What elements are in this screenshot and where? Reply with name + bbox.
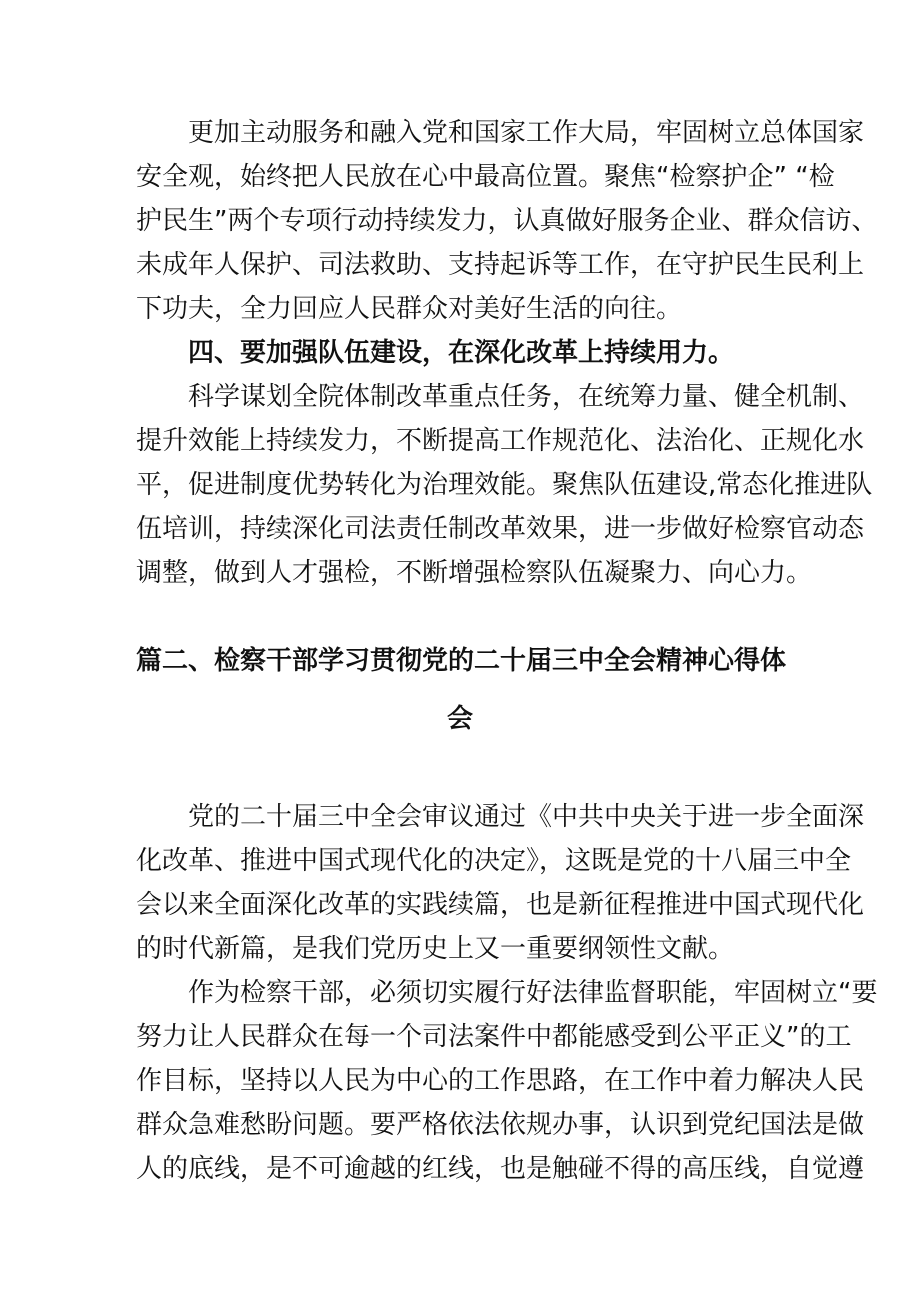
article-title-line-2: 会	[447, 704, 474, 734]
text-line: 人的底线，是不可逾越的红线，也是触碰不得的高压线，自觉遵	[136, 1154, 865, 1184]
text-line: 作为检察干部，必须切实履行好法律监督职能，牢固树立“要	[188, 978, 878, 1008]
text-line: 党的二十届三中全会审议通过《中共中央关于进一步全面深	[188, 802, 865, 832]
body-paragraph	[136, 971, 878, 1191]
text-line: 伍培训，持续深化司法责任制改革效果，进一步做好检察官动态	[136, 514, 865, 544]
text-line: 未成年人保护、司法救助、支持起诉等工作，在守护民生民利上	[136, 250, 865, 280]
body-paragraph	[136, 111, 878, 331]
text-line: 的时代新篇，是我们党历史上又一重要纲领性文献。	[136, 934, 735, 964]
body-paragraph	[136, 375, 873, 595]
section-heading	[136, 331, 800, 375]
body-paragraph	[136, 795, 865, 971]
text-line: 更加主动服务和融入党和国家工作大局，牢固树立总体国家	[188, 118, 865, 148]
text-line: 会以来全面深化改革的实践续篇，也是新征程推进中国式现代化	[136, 890, 865, 920]
text-line: 群众急难愁盼问题。要严格依法依规办事，认识到党纪国法是做	[136, 1110, 865, 1140]
text-line: 作目标，坚持以人民为中心的工作思路，在工作中着力解决人民	[136, 1066, 865, 1096]
text-line: 护民生”两个专项行动持续发力，认真做好服务企业、群众信访、	[136, 206, 878, 236]
text-line: 努力让人民群众在每一个司法案件中都能感受到公平正义”的工	[136, 1022, 852, 1052]
section-heading-text: 四、要加强队伍建设，在深化改革上持续用力。	[188, 338, 735, 368]
text-line: 化改革、推进中国式现代化的决定》，这既是党的十八届三中全	[136, 846, 852, 876]
article-title-line-1: 篇二、检察干部学习贯彻党的二十届三中全会精神心得体	[136, 646, 787, 676]
text-line: 科学谋划全院体制改革重点任务，在统筹力量、健全机制、	[188, 382, 865, 412]
text-line: 调整，做到人才强检，不断增强检察队伍凝聚力、向心力。	[136, 558, 813, 588]
text-line: 提升效能上持续发力，不断提高工作规范化、法治化、正规化水	[136, 426, 865, 456]
text-line: 平，促进制度优势转化为治理效能。聚焦队伍建设,常态化推进队	[136, 470, 873, 500]
text-line: 下功夫，全力回应人民群众对美好生活的向往。	[136, 294, 683, 324]
text-line: 安全观，始终把人民放在心中最高位置。聚焦“检察护企” “检	[136, 162, 835, 192]
